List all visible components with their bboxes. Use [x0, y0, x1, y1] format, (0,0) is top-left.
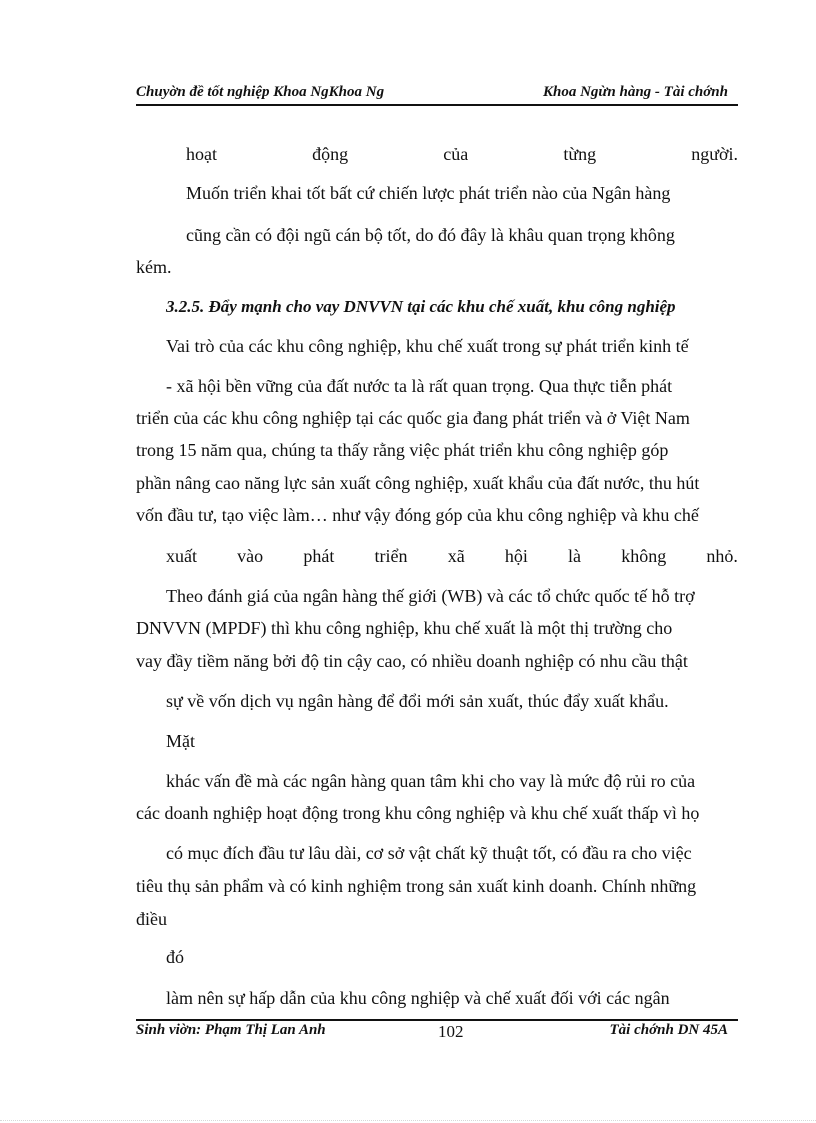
line-9: phần nâng cao năng lực sản xuất công nghiệp, xuất khẩu của đất nước, thu hút [136, 473, 700, 493]
header-rule [136, 104, 738, 106]
word: hoạt [186, 144, 217, 164]
word: nhỏ. [706, 546, 738, 566]
line-14: vay đầy tiềm năng bởi độ tin cậy cao, có nhiều doanh nghiệp có nhu cầu thật [136, 651, 688, 671]
line-3: cũng cần có đội ngũ cán bộ tốt, do đó đây là khâu quan trọng không [186, 225, 675, 245]
line-16: Mặt [166, 731, 195, 751]
word: xuất [166, 546, 197, 566]
line-18: các doanh nghiệp hoạt động trong khu công nghiệp và khu chế xuất thấp vì họ [136, 803, 700, 823]
header-right: Khoa Ngừn hàng - Tài chớnh [542, 84, 728, 100]
word: hội [504, 546, 528, 566]
word: động [312, 144, 349, 164]
footer-rule [136, 1019, 738, 1021]
word: là [568, 546, 582, 566]
page-number: 102 [438, 1022, 464, 1041]
header-left: Chuyờn đề tốt nghiệp Khoa NgKhoa Ng [136, 84, 385, 100]
footer-left: Sinh viờn: Phạm Thị Lan Anh [136, 1022, 326, 1038]
line-22: đó [166, 947, 184, 967]
line-2: Muốn triển khai tốt bất cứ chiến lược phát triển nào của Ngân hàng [186, 183, 671, 203]
line-5: Vai trò của các khu công nghiệp, khu chế xuất trong sự phát triển kinh tế [166, 336, 689, 356]
word: phát [303, 546, 335, 566]
line-20: tiêu thụ sản phẩm và có kinh nghiệm trong sản xuất kinh doanh. Chính những [136, 876, 697, 896]
word: từng [563, 144, 597, 164]
line-21: điều [136, 909, 167, 929]
line-6: - xã hội bền vững của đất nước ta là rất quan trọng. Qua thực tiễn phát [166, 376, 673, 396]
line-13: DNVVN (MPDF) thì khu công nghiệp, khu chế xuất là một thị trường cho [136, 618, 673, 638]
word: không [621, 546, 667, 566]
footer-right: Tài chớnh DN 45A [609, 1022, 728, 1038]
line-12: Theo đánh giá của ngân hàng thế giới (WB) và các tổ chức quốc tế hỗ trợ [166, 586, 695, 606]
line-4: kém. [136, 257, 172, 277]
word: người. [691, 144, 738, 164]
word: xã [447, 546, 465, 566]
line-7: triển của các khu công nghiệp tại các quốc gia đang phát triển và ở Việt Nam [136, 408, 690, 428]
line-19: có mục đích đầu tư lâu dài, cơ sở vật chất kỹ thuật tốt, có đầu ra cho việc [166, 843, 692, 863]
word: triển [374, 546, 408, 566]
word: của [443, 144, 469, 164]
line-23: làm nên sự hấp dẫn của khu công nghiệp và chế xuất đối với các ngân [166, 988, 670, 1008]
line-10: vốn đầu tư, tạo việc làm… như vậy đóng góp của khu công nghiệp và khu chế [136, 505, 699, 525]
page-edge-dotted-line [0, 1120, 816, 1121]
line-1 [186, 143, 738, 165]
section-heading: 3.2.5. Đẩy mạnh cho vay DNVVN tại các khu chế xuất, khu công nghiệp [166, 297, 676, 316]
word: vào [237, 546, 264, 566]
line-8: trong 15 năm qua, chúng ta thấy rằng việc phát triển khu công nghiệp góp [136, 440, 669, 460]
line-11 [166, 545, 738, 567]
line-17: khác vấn đề mà các ngân hàng quan tâm khi cho vay là mức độ rủi ro của [166, 771, 696, 791]
line-15: sự về vốn dịch vụ ngân hàng để đổi mới sản xuất, thúc đẩy xuất khẩu. [166, 691, 669, 711]
